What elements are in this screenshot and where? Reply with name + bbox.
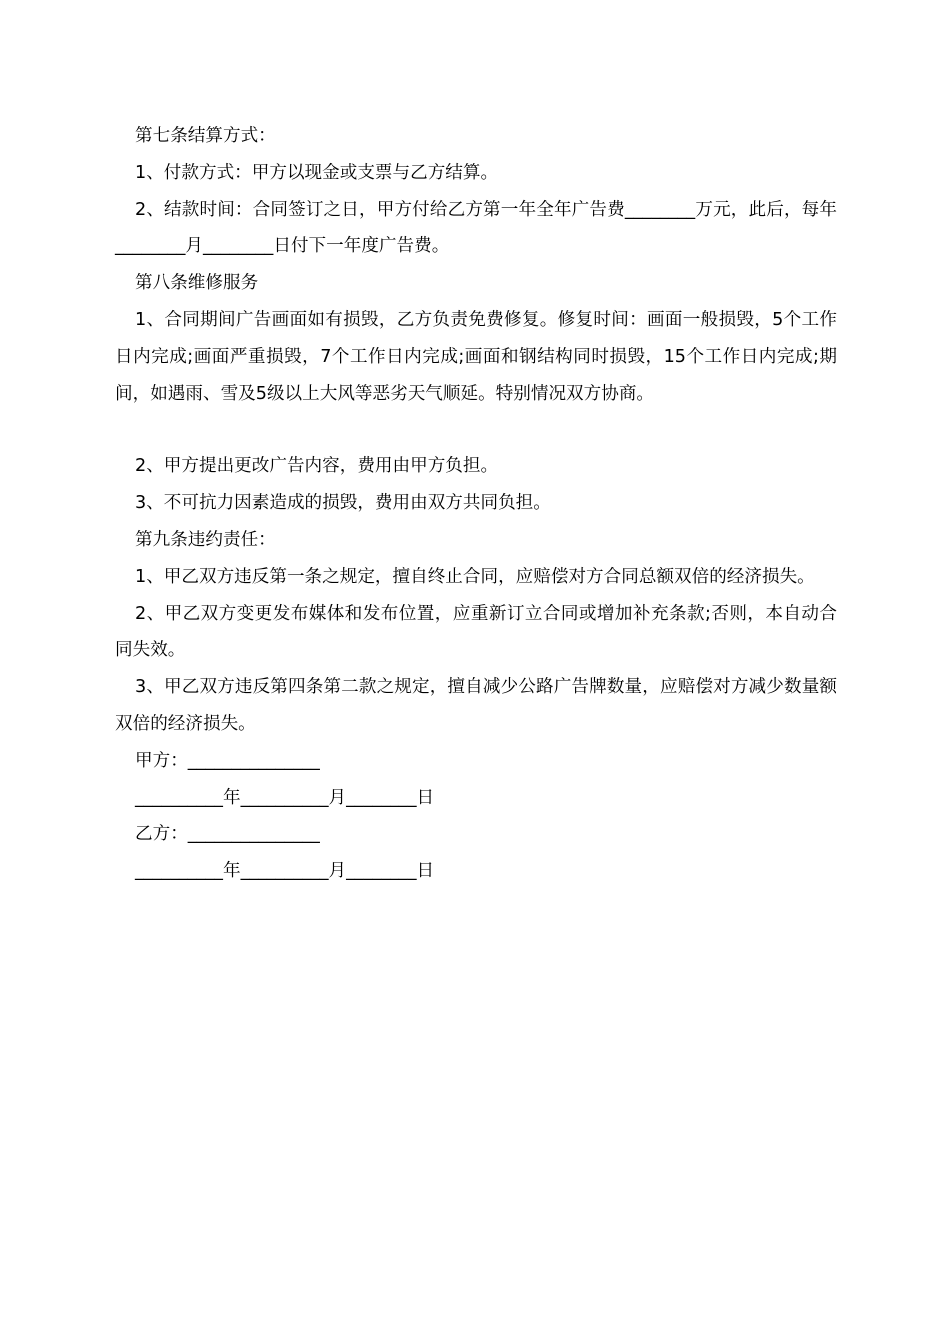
blank-line [115,412,837,448]
article-8-clause-2: 2、甲方提出更改广告内容，费用由甲方负担。 [135,456,499,477]
article-9-clause-3: 3、甲乙双方违反第四条第二款之规定，擅自减少公路广告牌数量，应赔偿对方减少数量额双倍的经济损失。 [115,677,837,734]
article-7-clause-2: 2、结款时间：合同签订之日，甲方付给乙方第一年全年广告费________万元，此后，每年________月________日付下一年度广告费。 [115,199,837,257]
article-8-clause-1: 1、合同期间广告画面如有损毁，乙方负责免费修复。修复时间：画面一般损毁，5个工作日内完成;画面严重损毁，7个工作日内完成;画面和钢结构同时损毁，15个工作日内完成;期间，如遇雨、雪及5级以上大风等恶劣天气顺延。特别情况双方协商。 [115,309,837,404]
article-7-heading: 第七条结算方式： [135,126,276,146]
article-7-clause-1: 1、付款方式：甲方以现金或支票与乙方结算。 [135,162,499,183]
article-8-clause-3: 3、不可抗力因素造成的损毁，费用由双方共同负担。 [135,493,551,514]
party-b-date-line: __________年__________月________日 [135,861,435,882]
article-8-heading: 第八条维修服务 [135,273,259,294]
party-a-date-line: __________年__________月________日 [135,787,435,808]
article-9-clause-1: 1、甲乙双方违反第一条之规定，擅自终止合同，应赔偿对方合同总额双倍的经济损失。 [135,566,815,587]
party-b-signature-line: 乙方：_______________ [135,824,320,845]
document-body [115,118,837,890]
article-9-heading: 第九条违约责任： [135,529,276,550]
article-9-clause-2: 2、甲乙双方变更发布媒体和发布位置，应重新订立合同或增加补充条款;否则，本自动合同失效。 [115,603,837,661]
party-a-signature-line: 甲方：_______________ [135,750,320,771]
